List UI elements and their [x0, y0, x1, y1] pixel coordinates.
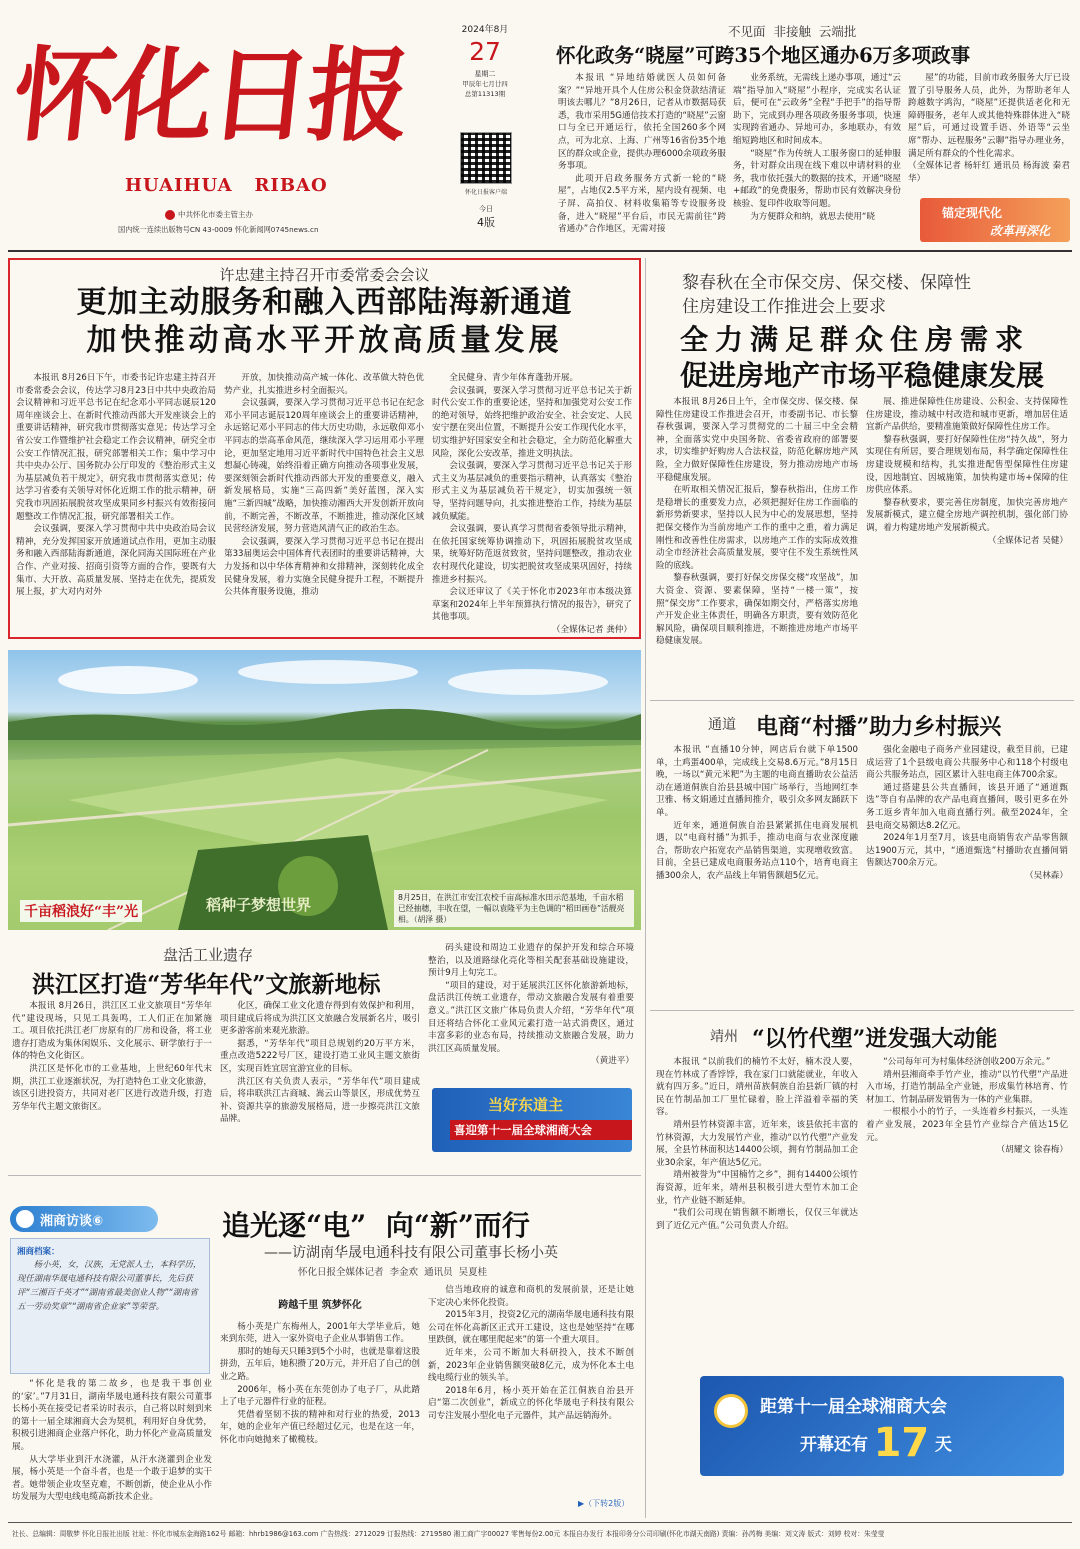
story5-para: 靖州县竹林资源丰富，近年来，该县依托丰富的竹林资源，大力发展竹产业，推动“以竹代塑”产业发展，全县竹林面积达14400公顷，拥有竹制品加工企业30余家，年产值达5亿元。 [656, 1119, 858, 1168]
story5-para: 本报讯 “以前我们的楠竹不太好，楠木没人要，现在竹林成了香饽饽，我在家门口就能就业，年收入就有四万多。”近日，靖州苗族侗族自治县新厂镇的村民在竹制品加工厂里忙碌着，脸上洋溢着幸福的笑容。 [656, 1057, 858, 1118]
continue-link[interactable] [578, 1498, 629, 1509]
story2-kicker-2: 住房建设工作推进会上要求 [682, 297, 886, 317]
story-bamboo [650, 1014, 1074, 1370]
story1-col-1 [16, 372, 216, 634]
story6-para: 信当地政府的诚意和商机的发展前景，还是让她下定决心来怀化投资。 [428, 1285, 634, 1308]
story4-para: “项目的建设，对于延展洪江区怀化旅游新地标，盘活洪江传统工业遗存，带动文旅融合发展有着重要意义。”洪江区文旅广体局负责人介绍，“芳华年代”项目还将结合怀化工业风元素打造一站式消费区，通过丰富多彩的业态布局，持续推动文旅融合发展，助力洪江区高质量发展。 [428, 980, 634, 1054]
story1-signature: （全媒体记者 龚仲） [551, 624, 632, 634]
story3-kicker: 通道 [708, 717, 736, 733]
date-day: 27 [469, 37, 501, 66]
lead-para: 屋”的功能，目前市政务服务大厅已设置了引导服务人员，此外，为帮助老年人跨越数字鸿沟，“晓屋”还提供适老化和无障碍服务，老年人或其他特殊群体进入“晓屋”后，可通过设置手语、外语等“云坐席”帮办、远程服务“云聊”指导办理业务，满足所有群众的个性化需求。 [908, 73, 1070, 159]
story2-title-1: 全力满足群众住房需求 [680, 323, 1031, 356]
story1-col-3 [432, 372, 632, 634]
story5-para: 一根根小小的竹子，一头连着乡村振兴，一头连着产业发展，2023年全县竹产业综合产值达15亿元。 [866, 1107, 1068, 1143]
masthead-title: 怀化日报 [7, 36, 413, 156]
masthead-pinyin: HUAIHUA RIBAO [125, 175, 328, 196]
masthead-divider [8, 250, 1072, 252]
story5-kicker: 靖州 [710, 1029, 738, 1045]
story2-para: 本报讯 8月26日上午，全市保交房、保交楼、保障性住房建设工作推进会召开，市委副书记、市长黎春秋强调，要深入学习贯彻党的二十届三中全会精神，全面落实党中央国务院、省委省政府的部署要求，切实维护好购房人合法权益，防范化解房地产风险，全力做好保障性住房建设，努力推动房地产市场平稳健康发展。 [656, 397, 858, 483]
field-art-text: 稻种子梦想世界 [206, 896, 312, 914]
story3-signature: （吴林森） [1025, 870, 1068, 881]
story1-para: 会议强调，要认真学习贯彻省委领导批示精神，在依托国家统筹协调推动下，巩固拓展脱贫攻坚成果，统筹好防范返贫致贫，坚持问题整改，推动农业农村现代化建设，切实把脱贫攻坚成果巩固好，持续推进乡村振兴。 [432, 524, 632, 585]
story2-para: 黎春秋强调，要打好保障性住房“持久战”，努力实现住有所居，要合理规划布局，科学确定保障性住房建设规模和结构，扎实推进配售型保障性住房建设，因地制宜、因城施策，加快构建市场+保障的住房供应体系。 [866, 434, 1068, 496]
story6-title: 追光逐“电” 向“新”而行 [222, 1209, 530, 1242]
story4-col-2 [220, 1000, 420, 1166]
host-banner-line2: 喜迎第十一届全球湘商大会 [450, 1120, 632, 1140]
story6-para: 2015年3月，投资2亿元的湖南华晟电通科技有限公司在怀化高新区正式开工建设，这也是她坚持“在哪里跌倒，就在哪里爬起来”的第一个重大项目。 [428, 1310, 634, 1346]
story5-para: 靖州被誉为“中国楠竹之乡”，拥有14400公顷竹海资源，近年来，靖州县积极引进大型竹木加工企业，竹产业链不断延伸。 [656, 1170, 858, 1206]
date-year-month: 2024年8月 [461, 25, 509, 35]
story1-title-2: 加快推动高水平开放高质量发展 [86, 323, 563, 358]
story-village-livestream [650, 704, 1074, 1004]
story6-para: 凭借着坚韧不拔的精神和对行业的热爱，2013年，她的企业年产值已经超过亿元，也是在这一年，怀化市向她抛来了橄榄枝。 [220, 1409, 420, 1445]
story6-para: 杨小英是广东梅州人，2001年大学毕业后，她来到东莞，进入一家外资电子企业从事销售工作。 [220, 1321, 420, 1345]
story4-para: 码头建设和周边工业遗存的保护开发和综合环境整治，以及道路绿化亮化等相关配套基础设施建设，预计9月上旬完工。 [428, 943, 634, 979]
pages-value: 4版 [477, 216, 495, 229]
section-divider [650, 1010, 1074, 1011]
lead-col-2 [733, 72, 901, 250]
lead-para: 此项开启政务服务方式新一轮的“晓屋”，占地仅2.5平方米，屋内设有视频、电子屏、高拍仪、材料收集箱等专设服务设备，进入“晓屋”平台后，市民无需前往“跨省通办”合作地区，无需对接 [558, 173, 726, 235]
reform-badge [920, 198, 1070, 242]
story2-signature: （全媒体记者 吴健） [987, 535, 1068, 546]
story6-col-1 [12, 1378, 212, 1516]
story6-section-head: 跨越千里 筑梦怀化 [278, 1300, 362, 1311]
issue-number: 总第11313期 [464, 90, 506, 98]
interview-tag-label: 湘商访谈⑥ [40, 1214, 104, 1229]
countdown-logo-icon [714, 1394, 748, 1428]
continue-arrow-icon: ▶ [578, 1499, 585, 1508]
continue-label: （下转2版） [584, 1499, 630, 1508]
footer-info: 社长、总编辑：周敬梦 怀化日报社出版 社址：怀化市城东金海路162号 邮箱：hhrb1986@163.com 广告热线：2712029 订报热线：2719580 湘工商广字00027 零售每份2.00元 本报自办发行 本报印务分公司印刷(怀化市湖天南路) 责编：孙芮梅 美编：刘文涛 版式：刘婷 校对：朱莹莹 [12, 1530, 885, 1538]
rice-field-graphic [8, 650, 641, 930]
story1-para: 本报讯 8月26日下午，市委书记许忠建主持召开市委常委会会议，传达学习8月23日中共中央政治局会议精神和习近平总书记在纪念邓小平同志诞辰120周年座谈会上、在新时代推动西部大开发座谈会上的重要讲话精神，研究我市贯彻落实意见；传达学习全省公安工作暨维护社会稳定工作会议精神，研究全市公安工作情况汇报，研究部署相关工作；集中学习中共中央办公厅、国务院办公厅印发的《整治形式主义为基层减负若干规定》，研究我市贯彻落实意见；传达学习省委有关领导对怀化近期工作的批示精神，研究我市巩固拓展脱贫攻坚成果同乡村振兴有效衔接问题整改工作情况汇报，研究部署相关工作。 [16, 373, 216, 522]
story4-para: 据悉，“芳华年代”项目总规划约20万平方米，重点改造5222号厂区，建设打造工业风主题文旅街区，实现百姓宜居宜游宜业的目标。 [220, 1038, 420, 1074]
story1-title-1: 更加主动服务和融入西部陆海新通道 [76, 285, 573, 320]
countdown-line1: 距第十一届全球湘商大会 [760, 1397, 947, 1417]
story1-para: 全民健身、青少年体育蓬勃开展。 [449, 373, 579, 383]
rice-field-photo [8, 650, 641, 930]
footer-divider [8, 1522, 1072, 1523]
story6-para: 从大学毕业到汗水浇灌，从汗水浇灌到企业发展，杨小英是一个奋斗者，也是一个敢于追梦的实干者。她带领企业攻坚克难，不断创新，使企业从小作坊发展为大型电线电缆高新技术企业。 [12, 1454, 212, 1503]
pages-box [462, 204, 510, 230]
story5-para: “公司每年可为村集体经济创收200万余元。” [883, 1057, 1051, 1067]
issn-line: 国内统一连续出版物号CN 43-0009 怀化新闻网0745news.cn [118, 225, 319, 234]
story1-para: 会议强调，要深入学习贯彻中共中央政治局会议精神，充分发挥国家开放通道试点作用，更加主动服务和融入西部陆海新通道，深化同海关国际班在产业合作、产业对接、招商引资等方面的合作，要既有大集市、大开放、高质量发展、坚持走在优先，提质发展上报，扩大对内对外 [16, 524, 216, 598]
story4-signature: （黄进平） [591, 1056, 634, 1067]
story2-col-1 [656, 396, 858, 688]
masthead [0, 0, 1080, 248]
lead-signature: （全媒体记者 杨轩红 通讯员 杨海波 秦君华） [908, 161, 1070, 184]
lead-col-1 [558, 72, 726, 250]
qr-code[interactable] [460, 132, 512, 184]
story2-col-2 [866, 396, 1068, 688]
countdown-post: 天 [934, 1435, 952, 1455]
story4-title: 洪江区打造“芳华年代”文旅新地标 [32, 971, 381, 998]
photo-caption-text: 8月25日，在洪江市安江农校千亩高标准水田示范基地，千亩水稻已经抽穗，丰收在望，一幅以袁隆平为主色调的“稻田画卷”活靓亮相。 [398, 893, 625, 924]
story5-col-2 [866, 1056, 1068, 1362]
story6-para: 2018年6月，杨小英开始在芷江侗族自治县开启“第二次创业”，新成立的怀化华晟电子科技有限公司专注发展小型化电子元器件，其产品远销海外。 [428, 1385, 634, 1421]
photo-caption-title: 千亩稻浪好“丰”光 [20, 900, 142, 922]
story4-para: 本报讯 8月26日，洪江区工业文旅项目“芳华年代”建设现场，只见工具轰鸣，工人们正在加紧施工。项目依托洪江老厂房原有的厂房和设备，将工业遗存打造成为集休闲娱乐、文化展示、研学旅行于一体的特色文化街区。 [12, 1001, 212, 1062]
story2-para: 黎春秋要求，要完善住房制度，加快完善房地产发展新模式，建立健全房地产调控机制，强化部门协调，着力构建房地产发展新模式。 [866, 497, 1068, 533]
profile-label: 湘商档案： [17, 1247, 60, 1257]
photo-credit: （胡泽 摄） [413, 915, 452, 924]
lead-col-3 [908, 72, 1070, 198]
profile-text: 杨小英，女，汉族，无党派人士，本科学历，现任湖南华晟电通科技有限公司董事长，先后获评“三湘百千英才”“湖南省最美创业人物”“湖南省五一劳动奖章”“湖南省企业家”等荣誉。 [17, 1259, 202, 1311]
column-divider [645, 258, 646, 1518]
story2-para: 展、推进保障性住房建设、公积金、支持保障性住房建设，推动城中村改造和城市更新，增加居住适宜新产品供给，要精准施策做好保障性住房工作。 [866, 397, 1068, 433]
story3-para: 2024年1月至7月，该县电商销售农产品零售额达1900万元，其中，“通道甄选”村播助农直播间销售额达700余万元。 [866, 833, 1068, 869]
story1-para: 开放，加快推动高产城一体化、改革做大特色优势产业，扎实推进乡村全面振兴。 [224, 373, 424, 396]
story3-para: 近年来，通道侗族自治县紧紧抓住电商发展机遇，以“电商村播”为抓手，推动电商与农业深度融合，帮助农户拓宽农产品销售渠道，实现增收致富。目前，全县已建成电商服务站点110个，培育电商主播300余人，农产品线上年销售额超5亿元。 [656, 820, 858, 881]
story1-para: 会议强调，要深入学习贯彻习近平总书记在提出第33届奥运会中国体育代表团时的重要讲话精神，大力发扬和以中华体育精神和女排精神，深刻转化成全民健身发展，着力实施全民健身提升工程，不断提升公共体育服务设施，推动 [224, 536, 424, 598]
story3-col-1 [656, 744, 858, 1000]
story2-kicker-1: 黎春秋在全市保交房、保交楼、保障性 [682, 273, 971, 293]
story4-para: 化区，确保工业文化遗存得到有效保护和利用，项目建成后将成为洪江区文旅融合发展新名片，吸引更多游客前来观光旅游。 [220, 1001, 420, 1037]
publisher-line: 中共怀化市委主管主办 [165, 209, 253, 220]
story6-para: 近年来，公司不断加大科研投入，技术不断创新，2023年企业销售额突破8亿元，成为怀化本土电线电缆行业的领头羊。 [428, 1347, 634, 1384]
countdown-days: 17 [873, 1420, 930, 1466]
profile-box [10, 1238, 210, 1374]
story1-col-2 [224, 372, 424, 634]
story3-title: 电商“村播”助力乡村振兴 [756, 714, 1002, 740]
story2-title-2: 促进房地产市场平稳健康发展 [680, 359, 1045, 392]
story5-signature: （胡耀文 徐春梅） [996, 1145, 1068, 1156]
story-interview [8, 1180, 641, 1520]
story3-para: 本报讯 “直播10分钟，网店后台就下单1500单，土鸡蛋400单，完成线上交易8.6万元。”8月15日晚，一场以“黄元米粑”为主题的电商直播助农公益活动在通道侗族自治县县城中国广场举行，当地网红李卫雅、杨文娟通过直播间推介，吸引众多网友踊跃下单。 [656, 745, 858, 818]
countdown-pre: 开幕还有 [800, 1435, 868, 1455]
reform-badge-top: 锚定现代化 [942, 206, 1003, 220]
date-weekday: 星期二 [474, 70, 496, 78]
story4-para: 洪江区是怀化市的工业基地，上世纪60年代末期，洪江工业逐渐状况，为打造特色工业文化旅游，该区引进投资方，共同对老厂区进行改造升级，打造芳华年代主题文旅街区。 [12, 1063, 212, 1112]
reform-badge-bottom: 改革再深化 [990, 224, 1051, 238]
story2-para: 在听取相关情况汇报后，黎春秋指出，住房工作是稳增长的重要发力点，必须把握好住房工作面临的新形势新要求，坚持以人民为中心的发展思想，坚持把保交楼作为当前房地产工作的重中之重，着力满足刚性和改善性住房需求，以房地产工作的实际成效推动全市经济社会高质量发展，要守住不发生系统性风险的底线。 [656, 485, 858, 571]
qr-caption: 怀化日报客户端 [464, 189, 507, 196]
story4-kicker: 盘活工业遗存 [163, 946, 254, 964]
story4-para: 洪江区有关负责人表示，“芳华年代”项目建成后，将串联洪江古商城、嵩云山等景区，形成优势互补、资源共享的旅游发展格局，进一步擦亮洪江文旅品牌。 [220, 1076, 420, 1125]
story4-col-1 [12, 1000, 212, 1166]
section-divider [650, 700, 1074, 701]
story6-byline: 怀化日报全媒体记者 李金欢 通讯员 吴夏桂 [298, 1267, 488, 1278]
lead-kicker: 不见面 非接触 云端批 [728, 24, 857, 39]
countdown-banner [700, 1376, 1064, 1476]
story1-para: 会议还审议了《关于怀化市2023年市本级决算草案和2024年上半年预算执行情况的报告》，研究了其他事项。 [432, 587, 632, 623]
story6-para: “怀化是我的第二故乡，也是我干事创业的‘家’。”7月31日，湖南华晟电通科技有限公司董事长杨小英在接受记者采访时表示，自己将以时刻到来的第十一届全球湘商大会为契机，利用好自身优势，积极引进湘商企业落户怀化，助力怀化产业高质量发展。 [12, 1379, 212, 1452]
story3-col-2 [866, 744, 1068, 1000]
story6-col-3 [428, 1284, 634, 1490]
countdown-line2 [800, 1420, 952, 1466]
publisher-logo-icon [165, 210, 175, 220]
story3-para: 通过搭建县公共直播间，该县开通了“通道甄选”等自有品牌的农产品电商直播间，吸引更多在外务工返乡青年加入电商直播行列。截至2024年，全县电商交易额达8.2亿元。 [866, 782, 1068, 831]
story5-para: “我们公司现在销售额不断增长，仅仅三年就达到了近亿元产值。”公司负责人介绍。 [656, 1208, 858, 1231]
story3-para: 强化金融电子商务产业园建设，截至目前，已建成运营了1个县级电商公共服务中心和118个村级电商公共服务站点，园区累计入驻电商主体700余家。 [866, 745, 1068, 781]
story6-para: 那时的她每天只睡3到5个小时，也就是靠着这股拼劲，五年后，她积攒了20万元，并开启了自己的创业之路。 [220, 1346, 420, 1382]
story5-para: 靖州县湘商牵手竹产业，推动“以竹代塑”产品进入市场，打造竹制品全产业链，形成集竹林培育、竹材加工、竹制品研发销售为一体的产业集群。 [866, 1069, 1068, 1105]
story1-kicker: 许忠建主持召开市委常委会会议 [219, 266, 430, 284]
lead-para: 业务系统，无需线上递办事项，通过“云端”指导加入“晓屋”小程序，完成实名认证后，便可在“云政务”全程“手把手”的指导帮助下，完成到办理各项政务服务事项，快速实现跨省通办、异地可办，多地联办，有效缩短跨地区和时间成本。 [733, 73, 901, 146]
story1-para: 会议强调，要深入学习贯彻习近平总书记在纪念邓小平同志诞辰120周年座谈会上的重要讲话精神，永远铭记邓小平同志的伟大历史功勋，永远敬仰邓小平同志的崇高革命风范，继续深入学习运用邓小平理论，更加坚定地用习近平新时代中国特色社会主义思想凝心铸魂，始终沿着正确方向推动各项事业发展，要深刻领会新时代推动西部大开发的重要意义，融入新发展格局，实施“三高四新”美好蓝图，深入实施“三新四城”战略，加快推动湘西大开发创新开放向前，不断完善，不断改革，不断推进，推动深化区域民营经济发展，努力营造风清气正的政治生态。 [224, 398, 424, 535]
section-divider [8, 1175, 641, 1176]
host-banner [432, 1088, 632, 1152]
story6-para: 2006年，杨小英在东莞创办了电子厂，从此踏上了电子元器件行业的征程。 [220, 1384, 420, 1408]
story6-subtitle: ——访湖南华晟电通科技有限公司董事长杨小英 [264, 1245, 558, 1261]
story1-para: 会议强调，要深入学习贯彻习近平总书记关于新时代公安工作的重要论述，坚持和加强党对公安工作的绝对领导，始终把维护政治安全、社会安定、人民安宁摆在突出位置，不断提升公安工作现代化水平，切实维护好国家安全和社会稳定，全力防范化解重大风险，深化公安改革，推进文明执法。 [432, 385, 632, 459]
story5-col-1 [656, 1056, 858, 1362]
host-banner-line1: 当好东道主 [488, 1096, 564, 1114]
story2-para: 黎春秋强调，要打好保交房保交楼“攻坚战”，加大资金、资源、要素保障，坚持“一楼一策”，按照“保交房”工作要求，确保如期交付，严格落实房地产开发企业主体责任，明确各方职责，要有效防范化解风险，确保项目顺利推进，不断推进房地产市场平稳健康发展。 [656, 573, 858, 647]
story1-para: 会议强调，要深入学习贯彻习近平总书记关于形式主义为基层减负的重要指示精神，认真落实《整治形式主义为基层减负若干规定》，切实加强统一领导，坚持问题导向，扎实推进整治工作，持续为基层减负赋能。 [432, 461, 632, 522]
photo-caption [394, 890, 634, 927]
interview-tag [10, 1206, 158, 1232]
story-hongjiang-culture [8, 938, 641, 1170]
date-lunar: 甲辰年七月廿四 [462, 80, 508, 88]
pages-label: 今日 [479, 205, 493, 213]
lead-title: 怀化政务“晓屋”可跨35个地区通办6万多项政事 [556, 44, 971, 67]
story5-title: “以竹代塑”迸发强大动能 [752, 1026, 998, 1052]
date-box [452, 22, 518, 120]
story6-col-2 [220, 1284, 420, 1516]
story4-col-3 [428, 942, 634, 1082]
lead-para: “晓屋”作为传统人工服务窗口的延伸服务，针对群众出现在线下难以申请材料的业务，我市依托强大的数据的技术，开通“晓屋+邮政”的免费服务，帮助市民有效解决身份核验、复印件收取等问题。 [733, 148, 901, 209]
story-standing-committee [8, 258, 641, 639]
story-housing [650, 258, 1074, 698]
lead-para: 为方便群众和纳，就思去使用“晓 [750, 211, 875, 222]
lead-para: 本报讯 “异地结婚就医人员如何备案？”“异地开具个人住房公积金贷款结清证明该去哪儿？”8月26日，记者从市数据局获悉，我市采用5G通信技术打造的“晓屋”云窗口与全已开通运行，依托全国260多个网点，可为北京、上海、广州等16省份35个地区的群众或企业，提供办理6000余项政务服务事项。 [558, 73, 726, 172]
interview-tag-icon [16, 1210, 34, 1228]
